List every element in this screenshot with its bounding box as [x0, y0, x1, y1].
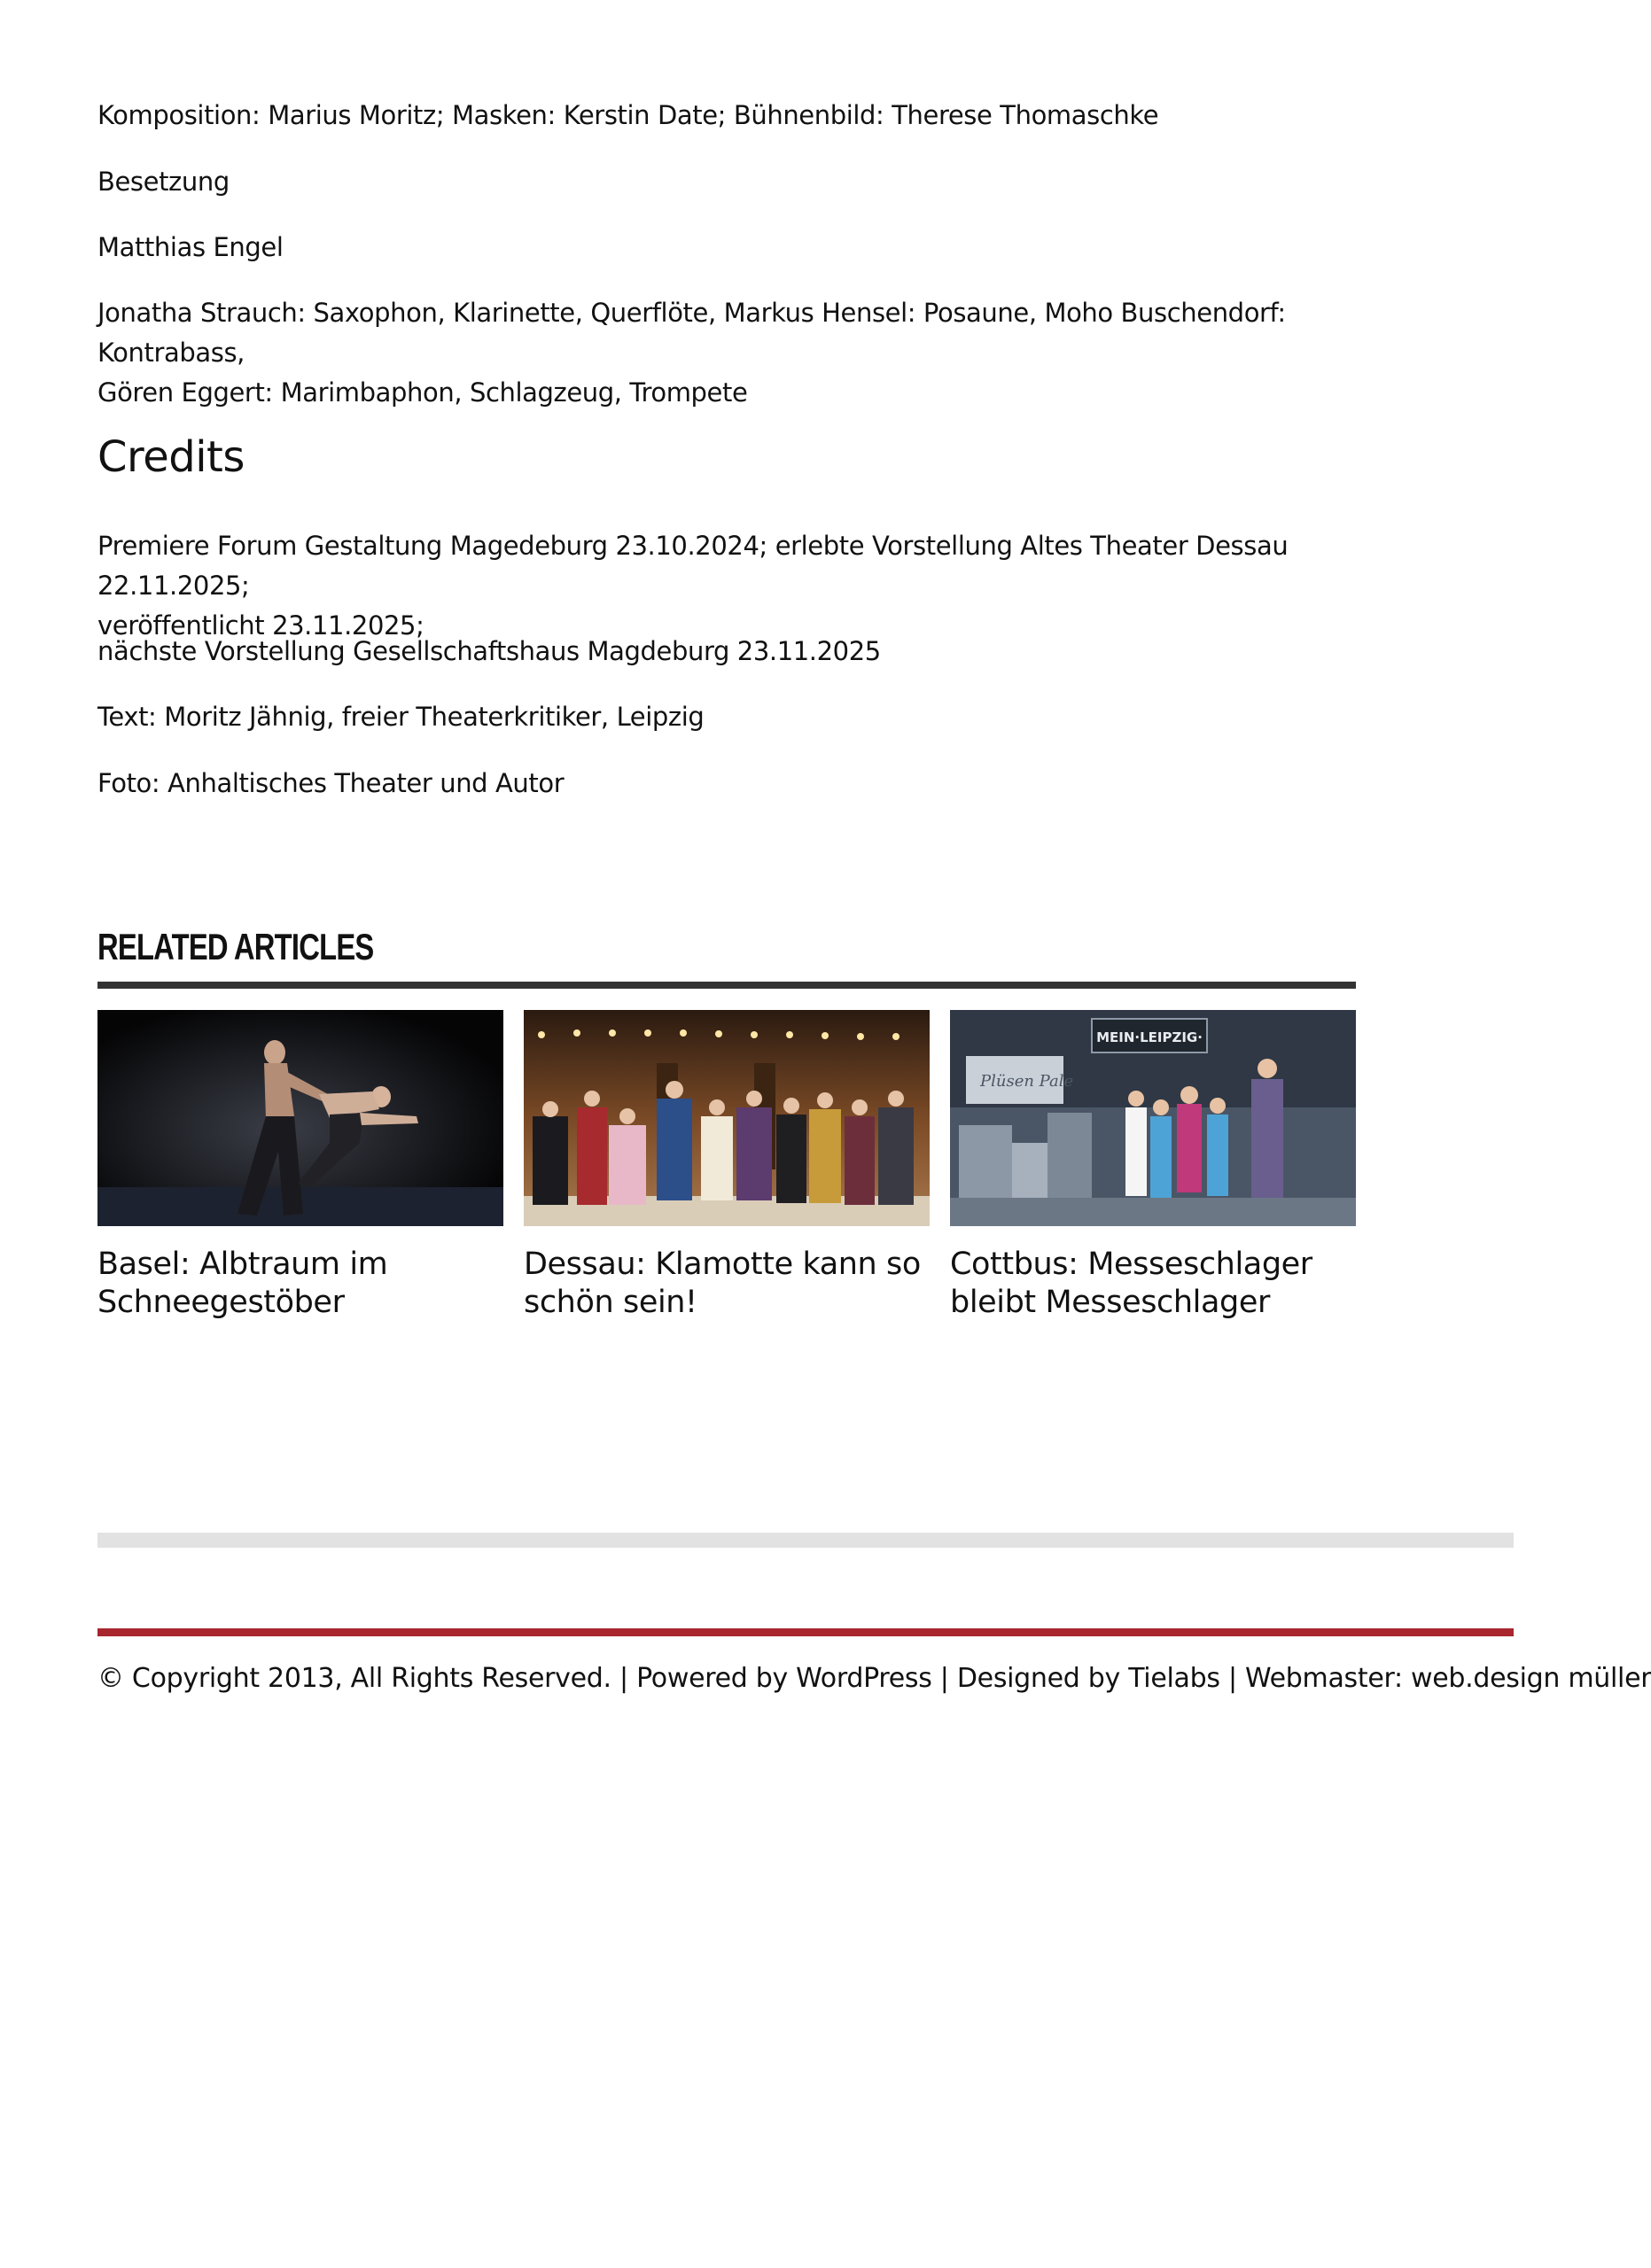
related-articles-list: [97, 1010, 1356, 1329]
webmaster-link[interactable]: Webmaster: web.design müller: [1245, 1663, 1651, 1694]
performer-name: Matthias Engel: [97, 232, 284, 262]
footer-separator: |: [939, 1663, 949, 1694]
related-article-title[interactable]: Dessau: Klamotte kann so schön sein!: [524, 1247, 921, 1320]
operetta-stage-photo[interactable]: [524, 1010, 930, 1226]
related-heading-bar: [97, 982, 1356, 989]
next-performance: nächste Vorstellung Gesellschaftshaus Magdeburg 23.11.2025: [97, 636, 881, 666]
footer-accent-bar: [97, 1628, 1514, 1636]
footer-divider: [97, 1533, 1514, 1548]
musical-stage-photo[interactable]: [950, 1010, 1356, 1226]
musicians-line-1: Jonatha Strauch: Saxophon, Klarinette, Querflöte, Markus Hensel: Posaune, Moho Buschendorf: Kontrabass,: [97, 298, 1286, 368]
footer-separator: |: [619, 1663, 628, 1694]
related-article-card[interactable]: [97, 1010, 503, 1322]
musicians-line-2: Gören Eggert: Marimbaphon, Schlagzeug, Trompete: [97, 377, 748, 408]
sign-text: MEIN·LEIPZIG·: [1096, 1029, 1203, 1045]
text-author: Text: Moritz Jähnig, freier Theaterkritiker, Leipzig: [97, 702, 705, 732]
panel-text: Plüsen Pale: [980, 1072, 1074, 1091]
dance-duo-photo[interactable]: [97, 1010, 503, 1226]
composition-credits: Komposition: Marius Moritz; Masken: Kerstin Date; Bühnenbild: Therese Thomaschke: [97, 100, 1159, 130]
related-articles-heading: RELATED ARTICLES: [97, 926, 374, 967]
premiere-line-1: Premiere Forum Gestaltung Magedeburg 23.10.2024; erlebte Vorstellung Altes Theater Dessau 22.11.2025;: [97, 531, 1289, 601]
related-article-card[interactable]: [524, 1010, 930, 1322]
premiere-info: [97, 526, 1356, 646]
credits-heading: Credits: [97, 432, 245, 482]
copyright-text: © Copyright 2013, All Rights Reserved.: [97, 1663, 611, 1694]
photo-credit: Foto: Anhaltisches Theater und Autor: [97, 768, 565, 798]
powered-by-link[interactable]: Powered by WordPress: [636, 1663, 932, 1694]
related-article-card[interactable]: [950, 1010, 1356, 1322]
designed-by-link[interactable]: Designed by Tielabs: [956, 1663, 1220, 1694]
cast-label: Besetzung: [97, 167, 230, 197]
related-article-title[interactable]: Basel: Albtraum im Schneegestöber: [97, 1247, 388, 1320]
musicians-list: [97, 293, 1356, 413]
premiere-line-2: veröffentlicht 23.11.2025;: [97, 610, 424, 641]
related-article-title[interactable]: Cottbus: Messeschlager bleibt Messeschlager: [950, 1247, 1312, 1320]
footer-separator: |: [1227, 1663, 1237, 1694]
site-footer: [97, 1659, 1651, 1698]
